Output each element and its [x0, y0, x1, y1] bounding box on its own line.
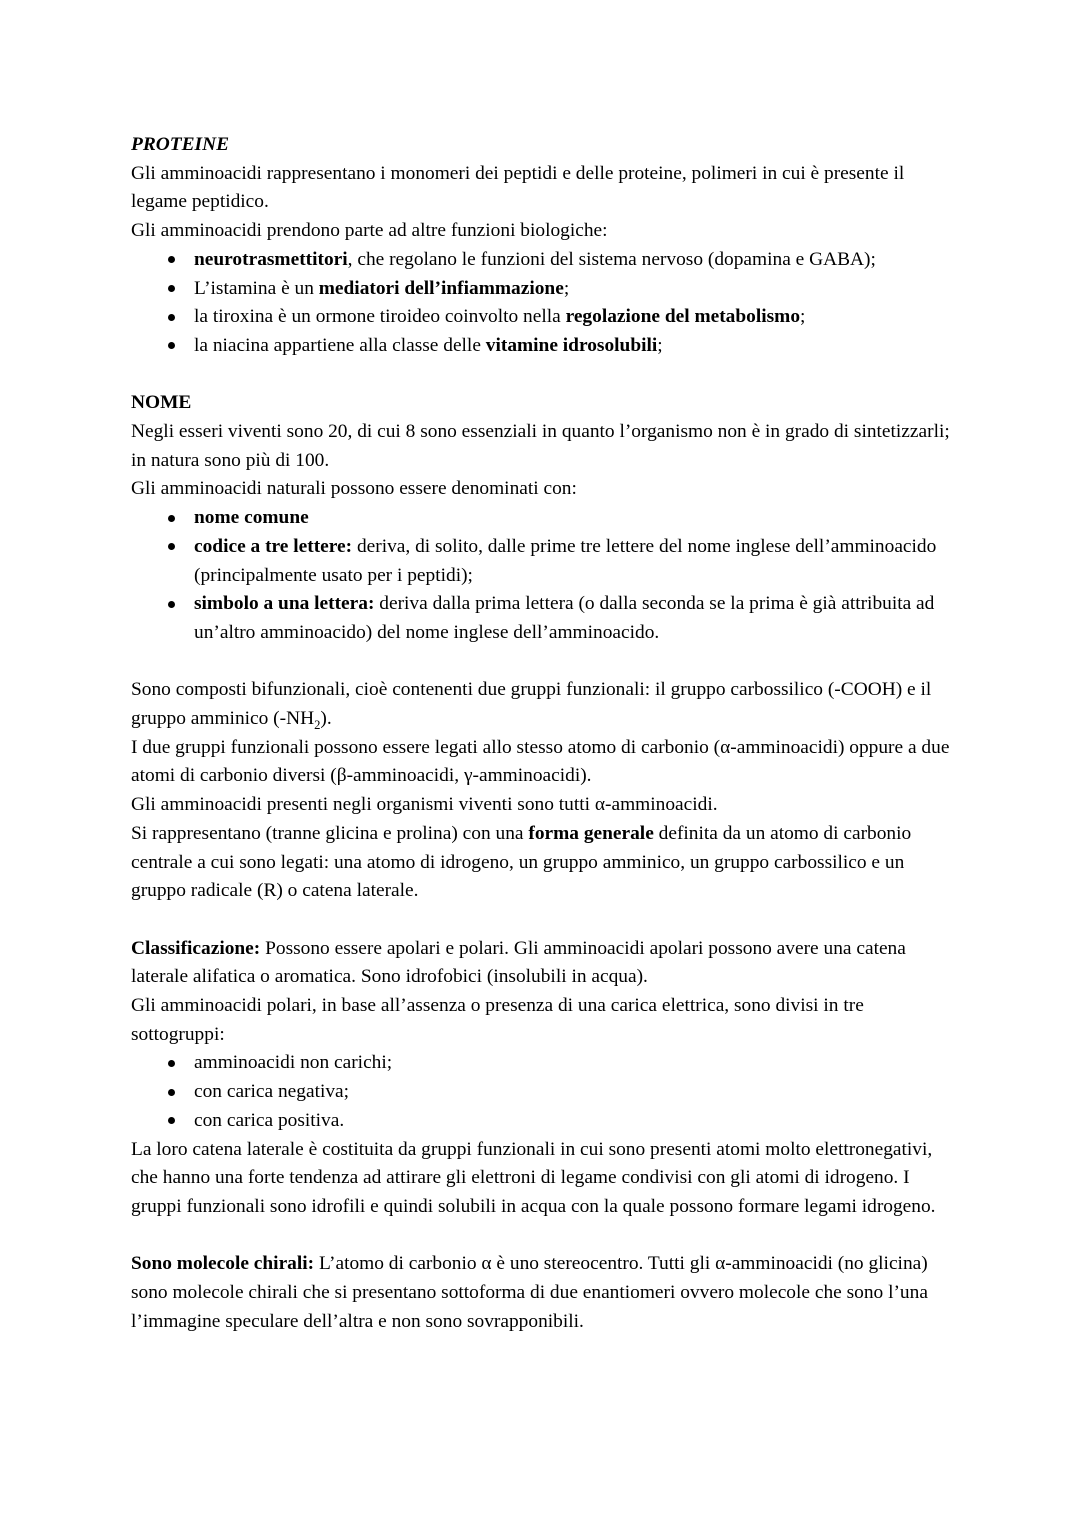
text-run: Gli amminoacidi naturali possono essere denominati con:	[131, 478, 577, 500]
text-run: , che regolano le funzioni del sistema nervoso (dopamina e GABA);	[347, 248, 876, 270]
text-run: la niacina appartiene alla classe delle	[194, 334, 486, 356]
text-run: Gli amminoacidi prendono parte ad altre funzioni biologiche:	[131, 220, 608, 242]
paragraph-funzioni-biologiche	[131, 217, 951, 246]
list-item-neurotrasmettitori	[131, 246, 951, 275]
subscript: 2	[314, 717, 321, 732]
text-run: Gli amminoacidi rappresentano i monomeri dei peptidi e delle proteine, polimeri in cui è presente il legame peptidico.	[131, 162, 905, 213]
text-run-bold: vitamine idrosolubili	[485, 334, 658, 356]
blank-line	[131, 1222, 951, 1251]
text-run: Gli amminoacidi presenti negli organismi viventi sono tutti α-amminoacidi.	[131, 794, 718, 816]
bullet-list-sottogruppi	[131, 1049, 951, 1135]
paragraph-denominati	[131, 475, 951, 504]
text-run: con carica positiva.	[194, 1109, 345, 1131]
text-run-bold: Sono molecole chirali:	[131, 1253, 315, 1275]
text-run: L’atomo di carbonio α è uno stereocentro. Tutti gli α-amminoacidi (no glicina) sono molecole chirali che si presentano sottoforma di due enantiomeri ovvero molecole che sono l’una l’immagine speculare dell’altra e non sono sovrapponibili.	[131, 1253, 928, 1332]
text-run-bold: simbolo a una lettera:	[194, 593, 375, 615]
bullet-list-denominazioni	[131, 504, 951, 648]
text-run: L’istamina è un	[194, 277, 319, 299]
paragraph-gruppi-legati	[131, 734, 951, 791]
paragraph-polari	[131, 992, 951, 1049]
paragraph-bifunzionali	[131, 676, 951, 733]
list-item-non-carichi	[131, 1049, 951, 1078]
text-run: deriva dalla prima lettera (o dalla seconda se la prima è già attribuita ad un’altro amminoacido) del nome inglese dell’amminoacido.	[194, 593, 935, 643]
text-run: Gli amminoacidi polari, in base all’assenza o presenza di una carica elettrica, sono divisi in tre sottogruppi:	[131, 995, 864, 1045]
text-run: Negli esseri viventi sono 20, di cui 8 sono essenziali in quanto l’organismo non è in grado di sintetizzarli; in natura sono più di 100.	[131, 421, 950, 471]
list-item-carica-positiva	[131, 1107, 951, 1136]
blank-line	[131, 648, 951, 677]
text-run: ;	[657, 334, 663, 356]
list-item-codice-tre-lettere	[131, 533, 951, 590]
text-run-bold: regolazione del metabolismo	[565, 306, 801, 328]
list-item-nome-comune	[131, 504, 951, 533]
text-run-bold: Classificazione:	[131, 937, 261, 959]
list-item-niacina	[131, 332, 951, 361]
text-run: Sono composti bifunzionali, cioè contenenti due gruppi funzionali: il gruppo carbossilico (-COOH) e il gruppo amminico (-NH	[131, 679, 932, 730]
list-item-istamina	[131, 275, 951, 304]
paragraph-molecole-chirali	[131, 1250, 951, 1336]
paragraph-monomeri	[131, 160, 951, 217]
text-run-bold: neurotrasmettitori	[194, 248, 348, 270]
text-run-bold: mediatori dell’infiammazione	[318, 277, 564, 299]
bullet-list-funzioni	[131, 246, 951, 361]
list-item-tiroxina	[131, 303, 951, 332]
list-item-simbolo-una-lettera	[131, 590, 951, 647]
paragraph-essenziali	[131, 418, 951, 475]
text-run: amminoacidi non carichi;	[194, 1052, 393, 1074]
section-heading-proteine: PROTEINE	[131, 134, 230, 155]
paragraph-classificazione	[131, 935, 951, 992]
text-run: Possono essere apolari e polari. Gli amminoacidi apolari possono avere una catena laterale alifatica o aromatica. Sono idrofobici (insolubili in acqua).	[131, 937, 906, 988]
text-run: La loro catena laterale è costituita da gruppi funzionali in cui sono presenti atomi molto elettronegativi, che hanno una forte tendenza ad attirare gli elettroni di legame condivisi con gli atomi di idrogeno. I gruppi funzionali sono idrofili e quindi solubili in acqua con la quale possono formare legami idrogeno.	[131, 1138, 936, 1217]
blank-line	[131, 361, 951, 390]
text-run: ;	[563, 277, 570, 299]
text-run: I due gruppi funzionali possono essere legati allo stesso atomo di carbonio (α-amminoacidi) oppure a due atomi di carbonio diversi (β-amminoacidi, γ-amminoacidi).	[131, 736, 950, 787]
paragraph-catena-laterale	[131, 1136, 951, 1222]
blank-line	[131, 906, 951, 935]
text-run-bold: forma generale	[528, 822, 654, 844]
list-item-carica-negativa	[131, 1078, 951, 1107]
paragraph-alfa-amminoacidi	[131, 791, 951, 820]
text-run: deriva, di solito, dalle prime tre lettere del nome inglese dell’amminoacido (principalmente usato per i peptidi);	[194, 535, 937, 586]
text-run: Si rappresentano (tranne glicina e prolina) con una	[131, 822, 529, 844]
section-heading-nome: NOME	[131, 392, 192, 414]
paragraph-forma-generale	[131, 820, 951, 906]
text-run: ).	[320, 708, 332, 730]
text-run-bold: codice a tre lettere:	[194, 535, 353, 557]
text-run: ;	[800, 306, 806, 328]
text-run: la tiroxina è un ormone tiroideo coinvolto nella	[194, 306, 566, 328]
text-run: definita da un atomo di carbonio centrale a cui sono legati: una atomo di idrogeno, un gruppo amminico, un gruppo carbossilico e un gruppo radicale (R) o catena laterale.	[131, 822, 912, 902]
text-run: con carica negativa;	[194, 1081, 350, 1103]
text-run-bold: nome comune	[194, 507, 309, 529]
